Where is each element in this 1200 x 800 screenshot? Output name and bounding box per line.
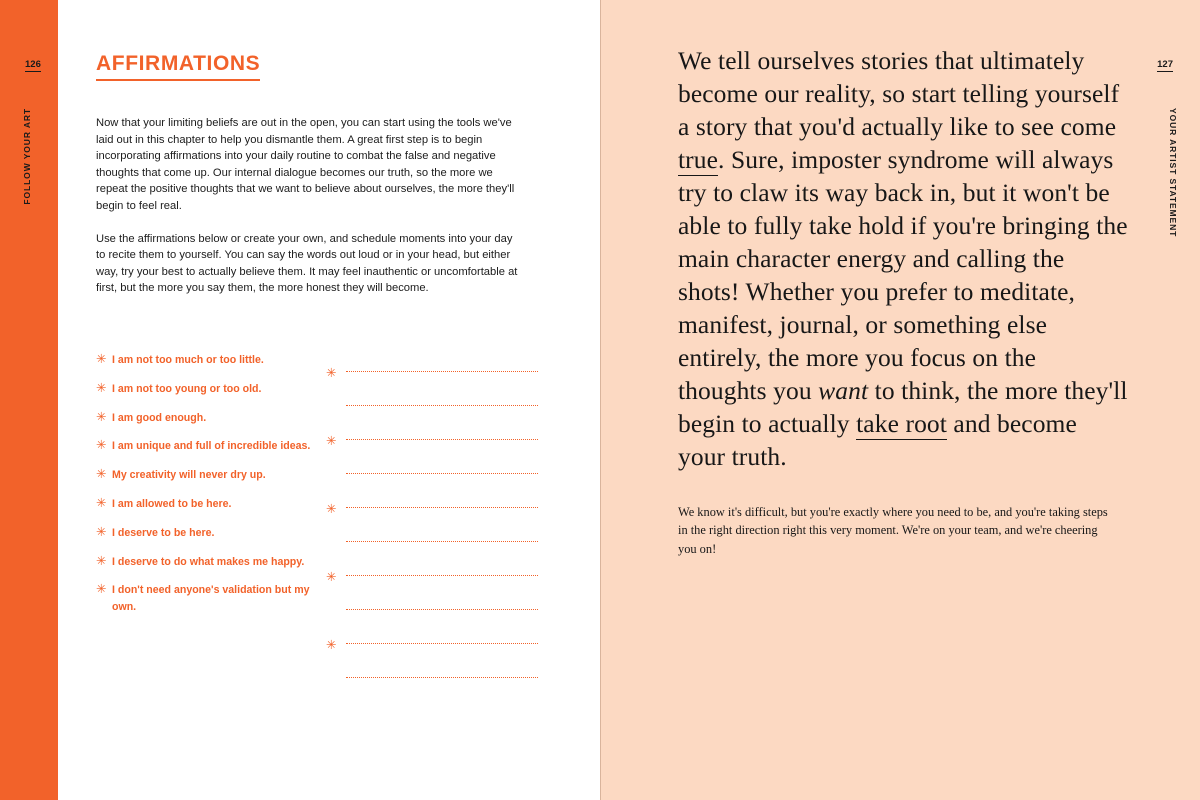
asterisk-icon: ✳ [96, 380, 107, 395]
write-in-line[interactable] [346, 676, 538, 678]
affirmation-text: I don't need anyone's validation but my own. [112, 584, 310, 614]
asterisk-icon: ✳ [96, 553, 107, 568]
lead-underline-take-root: take root [856, 409, 947, 438]
asterisk-icon: ✳ [96, 495, 107, 510]
blank-line-row[interactable] [326, 389, 538, 423]
blank-line-row[interactable] [326, 491, 538, 525]
blank-line-row[interactable] [326, 559, 538, 593]
blank-line-row[interactable] [326, 593, 538, 627]
write-in-line[interactable] [346, 540, 538, 542]
lead-part-c: to think, the more they'll begin to actually [678, 376, 1128, 438]
write-in-line[interactable] [346, 472, 538, 474]
blank-line-row[interactable] [326, 355, 538, 389]
affirmation-text: I am allowed to be here. [112, 497, 232, 510]
lead-paragraph [678, 44, 1130, 473]
lead-underline-true: true [678, 145, 719, 174]
asterisk-icon: ✳ [96, 467, 107, 482]
asterisk-icon: ✳ [326, 501, 337, 516]
asterisk-icon: ✳ [326, 569, 337, 584]
blank-line-row[interactable] [326, 661, 538, 695]
left-text-column [96, 52, 536, 313]
gutter-divider [600, 0, 601, 800]
asterisk-icon: ✳ [326, 433, 337, 448]
write-in-line[interactable] [346, 506, 538, 508]
asterisk-icon: ✳ [96, 352, 107, 366]
running-head-right: YOUR ARTIST STATEMENT [1168, 108, 1178, 238]
asterisk-icon: ✳ [96, 582, 107, 597]
write-in-line[interactable] [346, 438, 538, 440]
affirmation-text: My creativity will never dry up. [112, 469, 266, 482]
intro-paragraph-2 [96, 231, 524, 297]
write-in-line[interactable] [346, 608, 538, 610]
write-in-line[interactable] [346, 370, 538, 372]
lead-part-b: . Sure, imposter syndrome will always try to claw its way back in, but it won't be able to fully take hold if you're bringing the main character energy and calling the shots! Whether you prefer to meditate, manifest, journal, or something else entirely, the more you focus on the thoughts you [678, 145, 1128, 405]
intro-paragraph-2-text: Use the affirmations below or create your own, and schedule moments into your day to recite them to yourself. You can say the words out loud or in your head, but either way, try your best to actually believe them. It may feel inauthentic or uncomfortable at first, but the more you say them, the more honest they will become. [96, 232, 518, 295]
asterisk-icon: ✳ [326, 637, 337, 652]
asterisk-icon: ✳ [96, 438, 107, 453]
affirmation-text: I am not too much or too little. [112, 354, 264, 366]
affirmation-text: I am not too young or too old. [112, 382, 262, 395]
affirmation-text: I deserve to be here. [112, 526, 215, 539]
page-number-right: 127 [1157, 59, 1173, 70]
blank-line-row[interactable] [326, 525, 538, 559]
lead-italic-want: want [818, 376, 869, 405]
lead-part-a: We tell ourselves stories that ultimately become our reality, so start telling yourself a story that you'd actually like to see come [678, 46, 1120, 141]
write-in-line[interactable] [346, 574, 538, 576]
right-page [600, 0, 1200, 800]
affirmation-text: I am unique and full of incredible ideas. [112, 440, 311, 453]
asterisk-icon: ✳ [96, 524, 107, 539]
asterisk-icon: ✳ [326, 365, 337, 380]
write-in-line[interactable] [346, 404, 538, 406]
page-title: AFFIRMATIONS [96, 52, 260, 81]
intro-paragraph-1 [96, 115, 524, 215]
right-text-column [678, 44, 1130, 558]
running-head-left: FOLLOW YOUR ART [22, 108, 32, 205]
blank-affirmation-lines[interactable] [326, 355, 538, 695]
closing-paragraph: We know it's difficult, but you're exactly where you need to be, and you're taking steps in the right direction right this very moment. We're on your team, and we're cheering you on! [678, 505, 1108, 556]
intro-paragraph-1-text: Now that your limiting beliefs are out in the open, you can start using the tools we've laid out in this chapter to help you dismantle them. A great first step is to begin incorporating affirmations into your daily routine to combat the false and negative thoughts that come up. Our internal dialogue becomes our truth, so the more we repeat the positive thoughts that we want to believe about ourselves, the more they'll begin to feel real. [96, 117, 515, 212]
page-number-left: 126 [25, 59, 41, 70]
write-in-line[interactable] [346, 642, 538, 644]
blank-line-row[interactable] [326, 457, 538, 491]
blank-line-row[interactable] [326, 627, 538, 661]
affirmation-text: I deserve to do what makes me happy. [112, 555, 305, 568]
lead-part-d: and become your truth. [678, 409, 1077, 471]
asterisk-icon: ✳ [96, 409, 107, 424]
affirmation-text: I am good enough. [112, 411, 207, 424]
blank-line-row[interactable] [326, 423, 538, 457]
